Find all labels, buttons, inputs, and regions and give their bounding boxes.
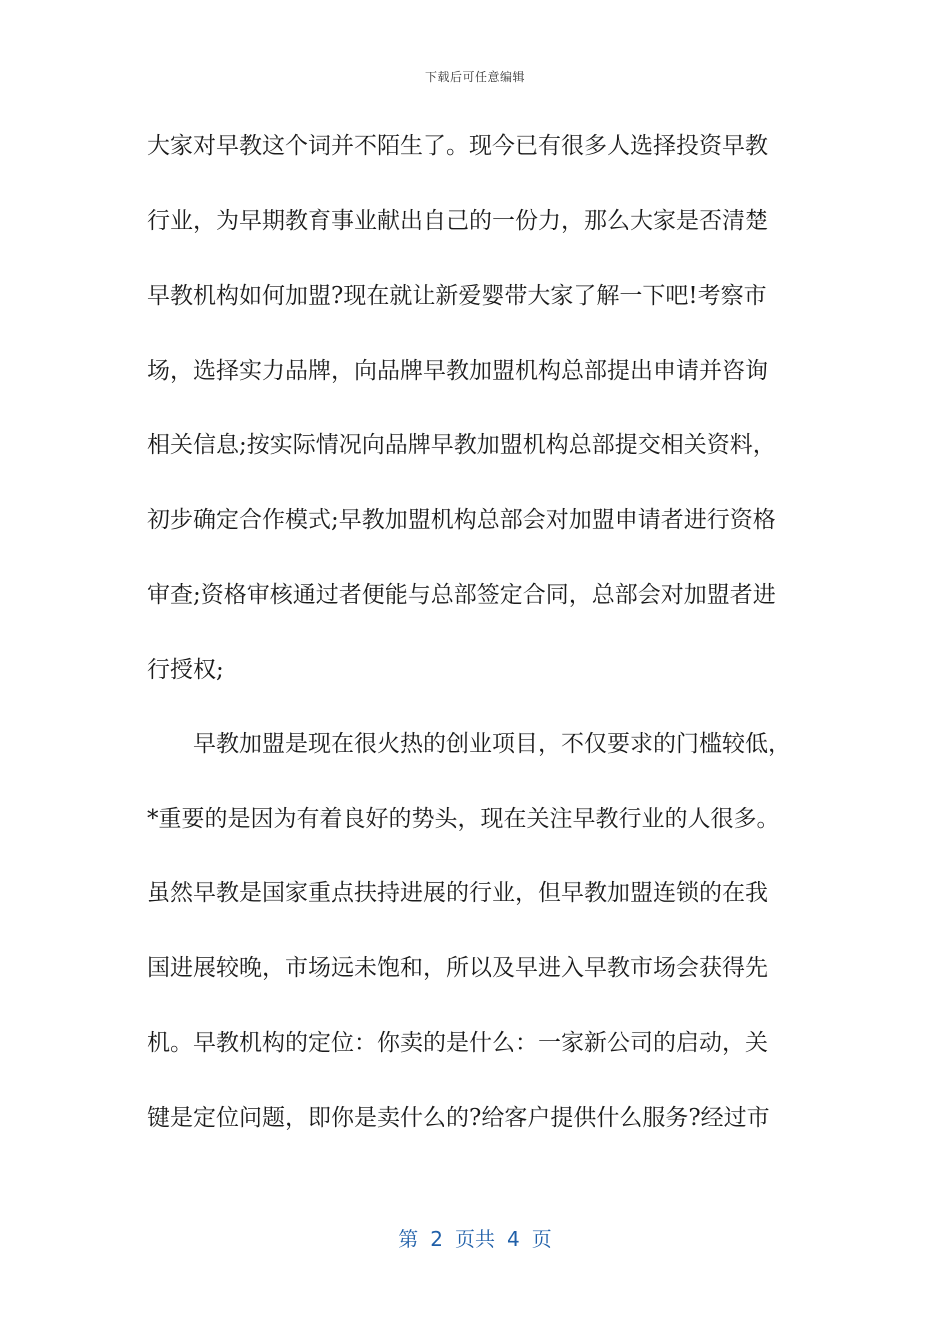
paragraph-2-line-4: 国进展较晚，市场远未饱和，所以及早进入早教市场会获得先 [147, 955, 768, 981]
paragraph-2-line-3: 虽然早教是国家重点扶持进展的行业，但早教加盟连锁的在我 [147, 880, 768, 906]
paragraph-2-line-6: 键是定位问题，即你是卖什么的?给客户提供什么服务?经过市 [147, 1105, 770, 1131]
paragraph-2-line-2: *重要的是因为有着良好的势头，现在关注早教行业的人很多。 [147, 806, 780, 832]
paragraph-2-line-1: 早教加盟是现在很火热的创业项目，不仅要求的门槛较低， [193, 731, 791, 757]
paragraph-1-line-1: 大家对早教这个词并不陌生了。现今已有很多人选择投资早教 [147, 133, 768, 159]
paragraph-1-line-7: 审查;资格审核通过者便能与总部签定合同，总部会对加盟者进 [147, 582, 776, 608]
page-number-footer [0, 1226, 950, 1252]
current-page-number: 2 [430, 1227, 443, 1251]
paragraph-1-line-8: 行授权; [147, 657, 224, 683]
paragraph-1-line-5: 相关信息;按实际情况向品牌早教加盟机构总部提交相关资料， [147, 432, 776, 458]
paragraph-2-line-5: 机。早教机构的定位：你卖的是什么：一家新公司的启动，关 [147, 1030, 768, 1056]
paragraph-1-line-6: 初步确定合作模式;早教加盟机构总部会对加盟申请者进行资格 [147, 507, 776, 533]
page-label-middle: 页共 [455, 1227, 495, 1251]
paragraph-1-line-3: 早教机构如何加盟?现在就让新爱婴带大家了解一下吧!考察市 [147, 283, 767, 309]
paragraph-1-line-2: 行业，为早期教育事业献出自己的一份力，那么大家是否清楚 [147, 208, 768, 234]
paragraph-1-line-4: 场，选择实力品牌，向品牌早教加盟机构总部提出申请并咨询 [147, 358, 768, 384]
page-label-suffix: 页 [531, 1227, 552, 1251]
page-label-prefix: 第 [398, 1227, 419, 1251]
page-header-note: 下载后可任意编辑 [424, 70, 525, 84]
total-pages-number: 4 [507, 1227, 520, 1251]
